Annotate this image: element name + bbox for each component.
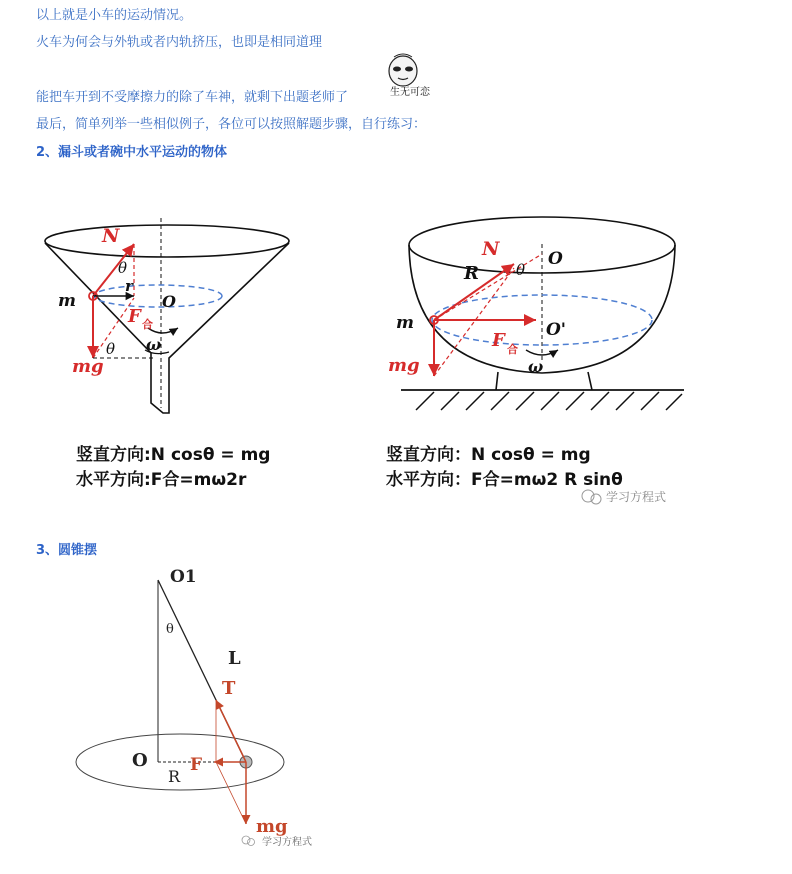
wechat-icon <box>242 836 250 844</box>
label-he: 合 <box>142 318 153 331</box>
label-F: F <box>492 330 505 351</box>
label-O: O <box>162 292 176 311</box>
label-m: m <box>396 313 414 333</box>
label-r: r <box>125 277 133 295</box>
label-theta: θ <box>118 259 128 277</box>
label-R: R <box>464 263 479 284</box>
equation-vertical-bowl: 竖直方向：N cosθ = mg <box>386 445 591 465</box>
label-mg: mg <box>388 355 420 376</box>
watermark <box>582 489 666 504</box>
equation-vertical-funnel: 竖直方向:N cosθ = mg <box>76 445 271 465</box>
label-m: m <box>58 291 76 311</box>
face-icon <box>389 56 417 86</box>
label-O1: O1 <box>170 567 197 587</box>
heading-funnel-bowl: 2、漏斗或者碗中水平运动的物体 <box>36 145 228 160</box>
watermark-text: 学习方程式 <box>606 490 667 504</box>
paragraph-examples: 最后，简单列举一些相似例子，各位可以按照解题步骤，自行练习： <box>36 117 427 132</box>
label-O: O <box>132 750 148 771</box>
label-omega: ω <box>528 357 544 376</box>
figure-conical-pendulum <box>60 560 340 860</box>
equation-horizontal-bowl: 水平方向：F合=mω2 R sinθ <box>386 470 623 490</box>
paragraph-driver: 能把车开到不受摩擦力的除了车神，就剩下出题老师了 <box>36 90 349 105</box>
sticker-caption: 生无可恋 <box>390 87 430 97</box>
label-T: T <box>222 678 236 699</box>
bowl-diagram <box>386 217 684 490</box>
label-mg: mg <box>72 356 104 377</box>
label-L: L <box>228 648 241 669</box>
label-O-prime: O' <box>546 320 567 340</box>
label-he: 合 <box>507 343 518 356</box>
paragraph-train: 火车为何会与外轨或者内轨挤压，也即是相同道理 <box>36 35 323 50</box>
label-F: F <box>128 306 141 327</box>
sticker-image <box>386 53 436 97</box>
label-mg: mg <box>256 816 288 837</box>
funnel-diagram <box>45 218 289 490</box>
label-O: O <box>548 249 563 269</box>
label-N: N <box>482 238 500 260</box>
watermark-text: 学习方程式 <box>262 837 312 848</box>
label-R: R <box>168 767 181 786</box>
figure-funnel-bowl <box>36 178 712 526</box>
label-F: F <box>190 755 203 775</box>
label-theta-bottom: θ <box>106 340 116 358</box>
equation-horizontal-funnel: 水平方向:F合=mω2r <box>76 470 247 490</box>
label-theta: θ <box>166 622 174 637</box>
watermark <box>242 835 312 848</box>
label-omega: ω <box>146 335 162 354</box>
paragraph-summary: 以上就是小车的运动情况。 <box>36 8 193 23</box>
label-N: N <box>102 225 120 247</box>
label-theta: θ <box>516 261 526 279</box>
heading-conical-pendulum: 3、圆锥摆 <box>36 543 98 558</box>
